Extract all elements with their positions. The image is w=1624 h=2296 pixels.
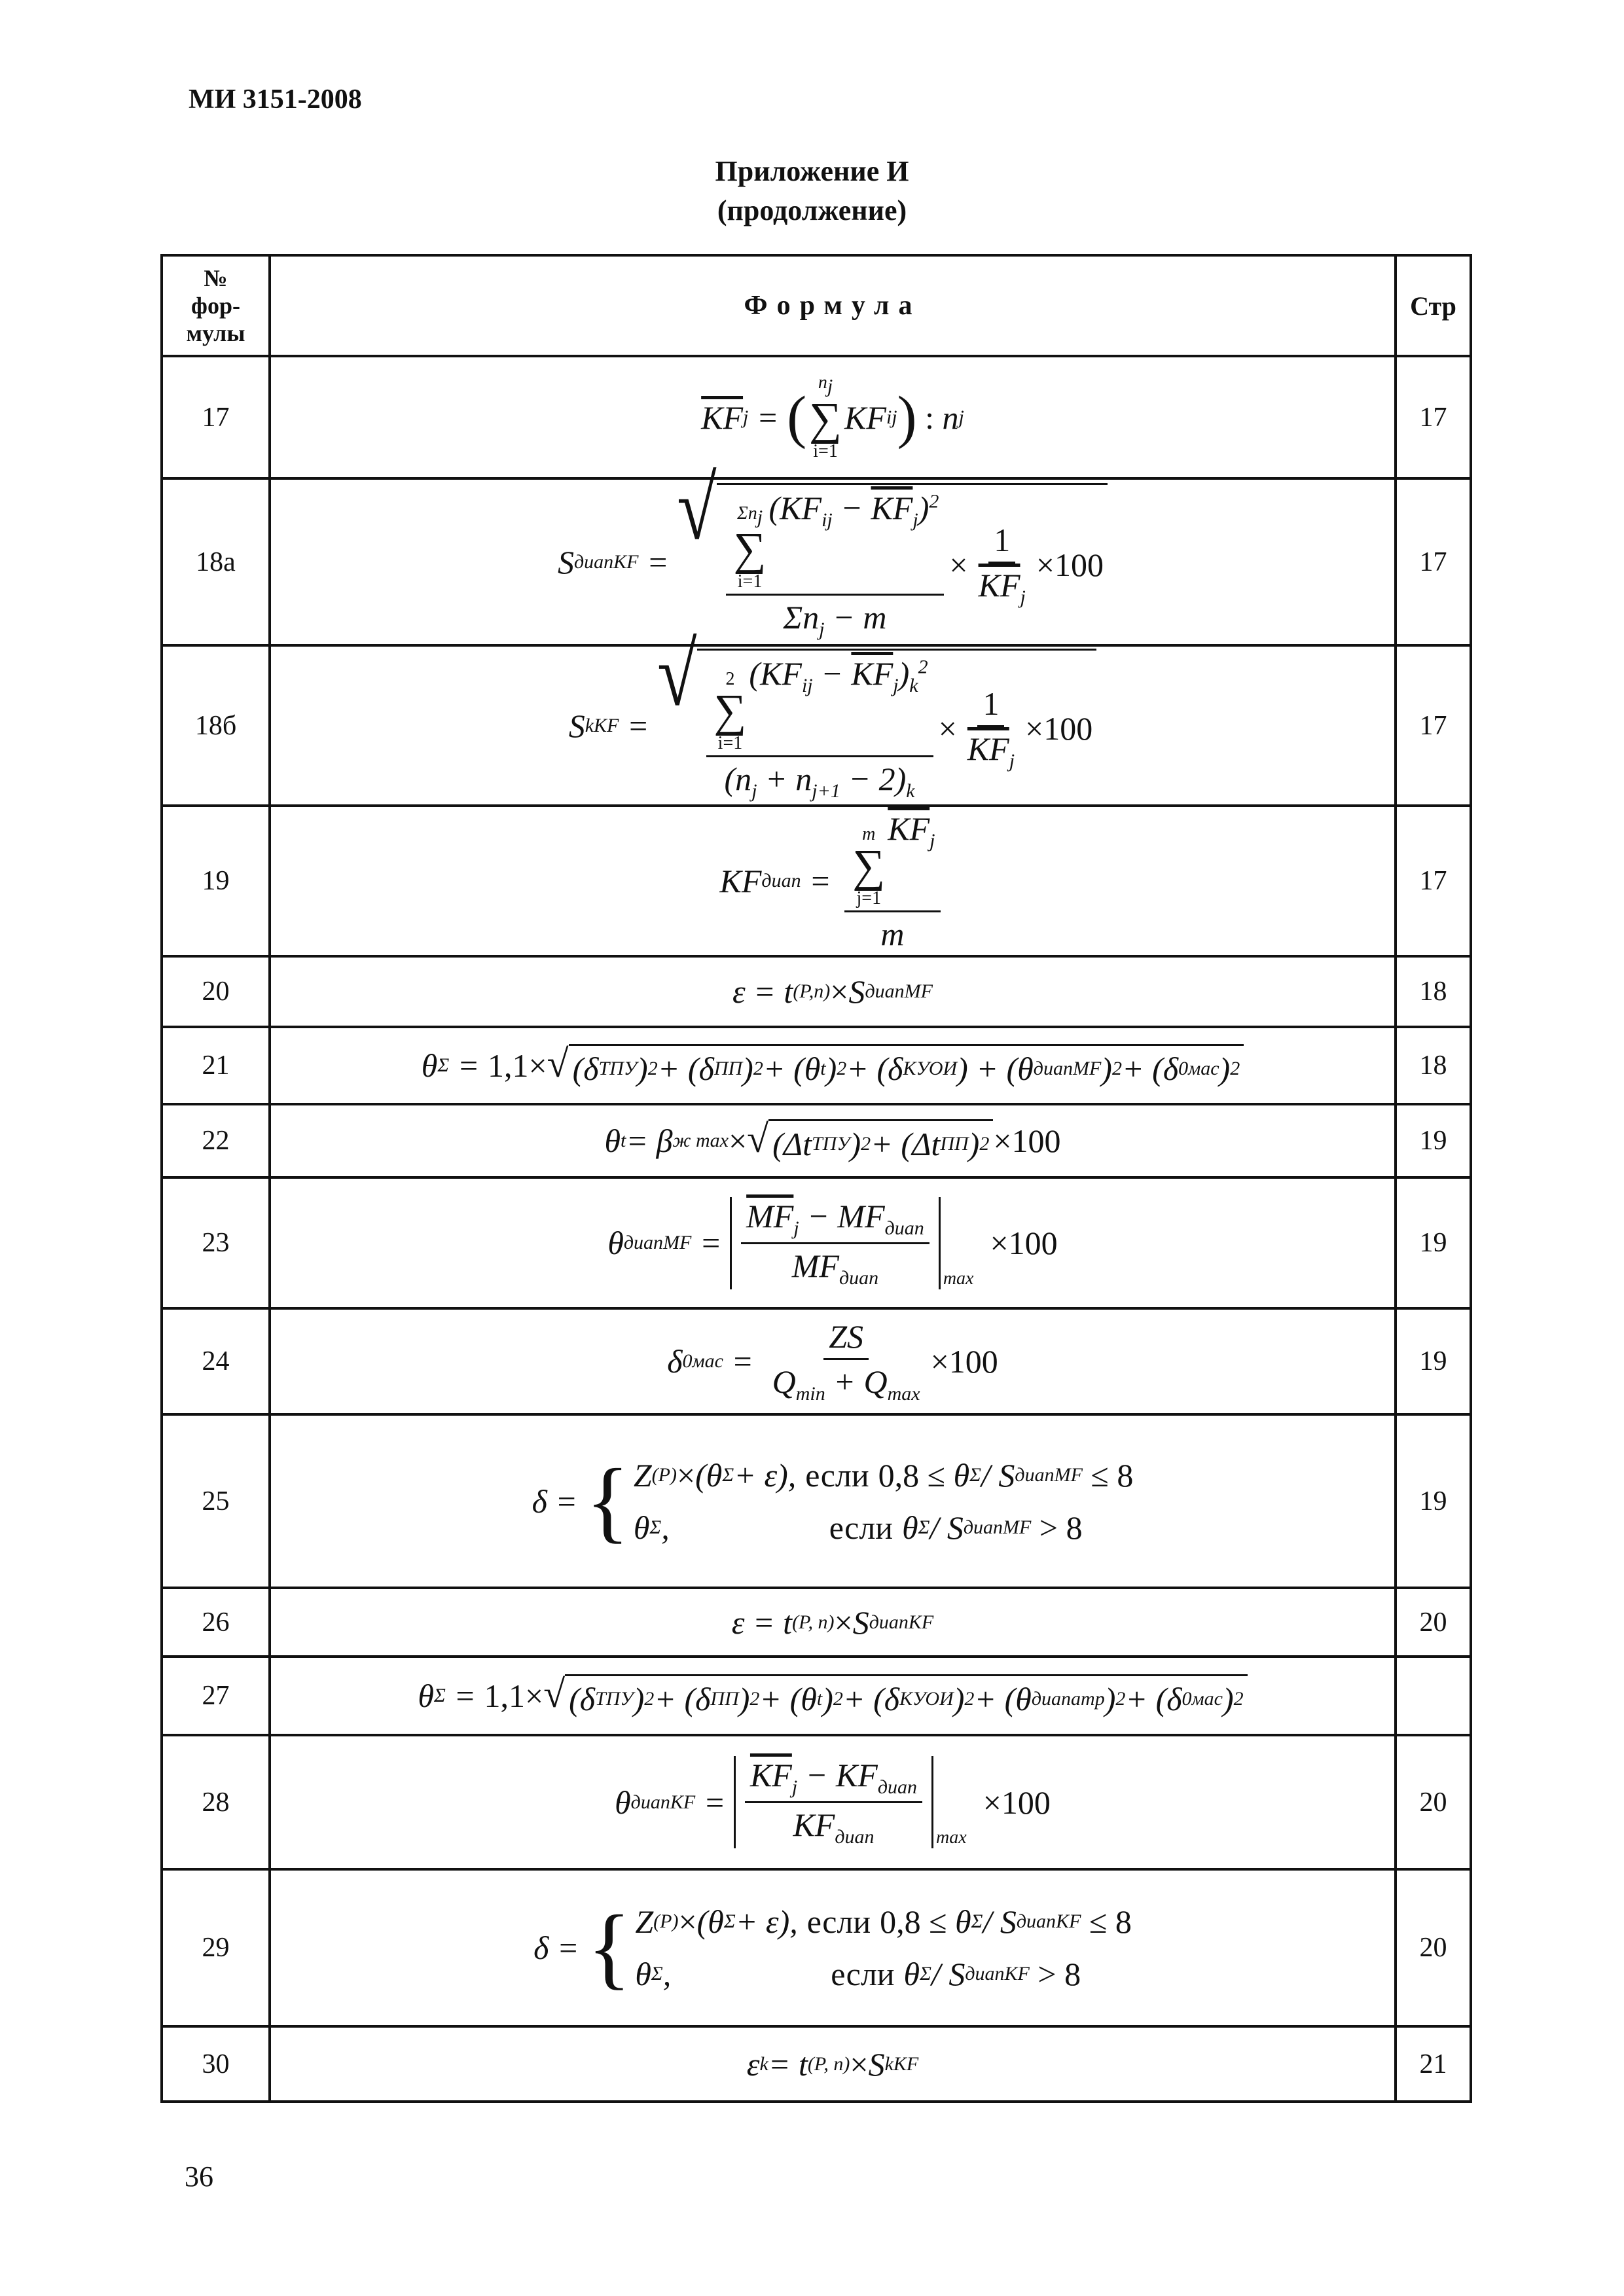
table-row [162, 356, 1471, 478]
formula-number: 26 [162, 1588, 270, 1657]
formula-number: 27 [162, 1657, 270, 1735]
formula-page: 18 [1396, 956, 1471, 1027]
formula-number: 20 [162, 956, 270, 1027]
table-header-row [162, 255, 1471, 356]
table-row [162, 1027, 1471, 1104]
table-row [162, 645, 1471, 806]
table-row [162, 2026, 1471, 2102]
formula-23: θ диап MF = $\frac{\overline{MF}_j - MF_{диап}}{MF_{диап}}$ max ×100 [270, 1177, 1396, 1308]
formula-24: δ 0 мас = $\frac{ZS}{Q_{min} + Q_{max}}$ ×100 [270, 1308, 1396, 1414]
formula-number: 17 [162, 356, 270, 478]
formula-number: 28 [162, 1735, 270, 1869]
formula-page: 20 [1396, 1869, 1471, 2026]
formula-27: θ Σ = 1,1× √ (δ ТПУ ) 2 + (δ ПП ) 2 + (θ t ) 2 + (δ K УОИ ) 2 + (θ диап атр ) 2 + (δ 0 мас ) 2 [270, 1657, 1396, 1735]
header-formula-number: № фор- мулы [162, 255, 270, 356]
formula-number: 30 [162, 2026, 270, 2102]
formula-number: 23 [162, 1177, 270, 1308]
header-formula: Формула [270, 255, 1396, 356]
formula-number: 29 [162, 1869, 270, 2026]
formula-page: 20 [1396, 1735, 1471, 1869]
formula-21: θ Σ = 1,1× √ (δ ТПУ ) 2 + (δ ПП ) 2 + (θ t ) 2 + (δ K УОИ ) + (θ диап MF ) 2 + (δ 0 мас ) 2 [270, 1027, 1396, 1104]
formula-25: δ = { Z (P) × (θ Σ + ε), если 0,8 ≤ θ Σ / S диап MF ≤ 8 θ Σ , если θ Σ / S диап MF > 8 [270, 1414, 1396, 1588]
formula-18a: S диап KF = √ $\Sigma n_j$ ∑ i=1 $(KF_{ij} - \overline{KF}_j)^2$ $\Sigma n_j - m$ × $\frac{1}{\overline{KF}_j}$ ×100 [270, 478, 1396, 645]
formula-page: 17 [1396, 645, 1471, 806]
table-row [162, 1177, 1471, 1308]
formula-number: 19 [162, 806, 270, 956]
table-row [162, 1657, 1471, 1735]
document-code: МИ 3151-2008 [189, 84, 362, 115]
formula-page: 18 [1396, 1027, 1471, 1104]
formula-20: ε = t (P,n) × S диап MF [270, 956, 1396, 1027]
appendix-title [0, 152, 1624, 230]
appendix-title-line2: (продолжение) [717, 194, 907, 226]
formula-30: ε k = t (P, n) × S k KF [270, 2026, 1396, 2102]
table-row [162, 1869, 1471, 2026]
table-row [162, 1414, 1471, 1588]
formula-19: KF диап = m ∑ j=1 $\overline{KF}_j$ m [270, 806, 1396, 956]
formula-number: 24 [162, 1308, 270, 1414]
table-row [162, 806, 1471, 956]
formula-22: θ t = β ж max × √ (Δt ТПУ ) 2 + (Δt ПП ) 2 ×100 [270, 1104, 1396, 1177]
formula-page: 17 [1396, 478, 1471, 645]
page-number: 36 [185, 2161, 213, 2193]
formula-number: 18б [162, 645, 270, 806]
formula-page: 21 [1396, 2026, 1471, 2102]
formula-17: $\overline{KF}$ j = ( $n_j$ ∑ i=1 KF ij ) : n j [270, 356, 1396, 478]
formula-number: 22 [162, 1104, 270, 1177]
table-row [162, 1588, 1471, 1657]
formula-29: δ = { Z (P) × (θ Σ + ε), если 0,8 ≤ θ Σ / S диап KF ≤ 8 θ Σ , если θ Σ / S диап KF > 8 [270, 1869, 1396, 2026]
formula-page: 19 [1396, 1177, 1471, 1308]
table-row [162, 956, 1471, 1027]
formula-28: θ диап KF = $\frac{\overline{KF}_j - KF_{диап}}{KF_{диап}}$ max ×100 [270, 1735, 1396, 1869]
formula-26: ε = t (P, n) × S диап KF [270, 1588, 1396, 1657]
formula-18b: S k KF = √ 2 ∑ i=1 $(KF_{ij} - \overline{KF}_j)_k^2$ $(n_j + n_{j+1} - 2)_k$ × $\frac{1}{\overline{KF}_j}$ ×100 [270, 645, 1396, 806]
formula-page: 19 [1396, 1414, 1471, 1588]
table-row [162, 1735, 1471, 1869]
formula-table [160, 254, 1472, 2103]
table-row [162, 478, 1471, 645]
formula-page: 17 [1396, 806, 1471, 956]
formula-page: 19 [1396, 1104, 1471, 1177]
formula-page: 17 [1396, 356, 1471, 478]
formula-number: 18а [162, 478, 270, 645]
header-page: Стр [1396, 255, 1471, 356]
formula-page [1396, 1657, 1471, 1735]
table-row [162, 1308, 1471, 1414]
formula-page: 19 [1396, 1308, 1471, 1414]
formula-page: 20 [1396, 1588, 1471, 1657]
formula-number: 21 [162, 1027, 270, 1104]
table-row [162, 1104, 1471, 1177]
formula-number: 25 [162, 1414, 270, 1588]
appendix-title-line1: Приложение И [715, 155, 909, 187]
